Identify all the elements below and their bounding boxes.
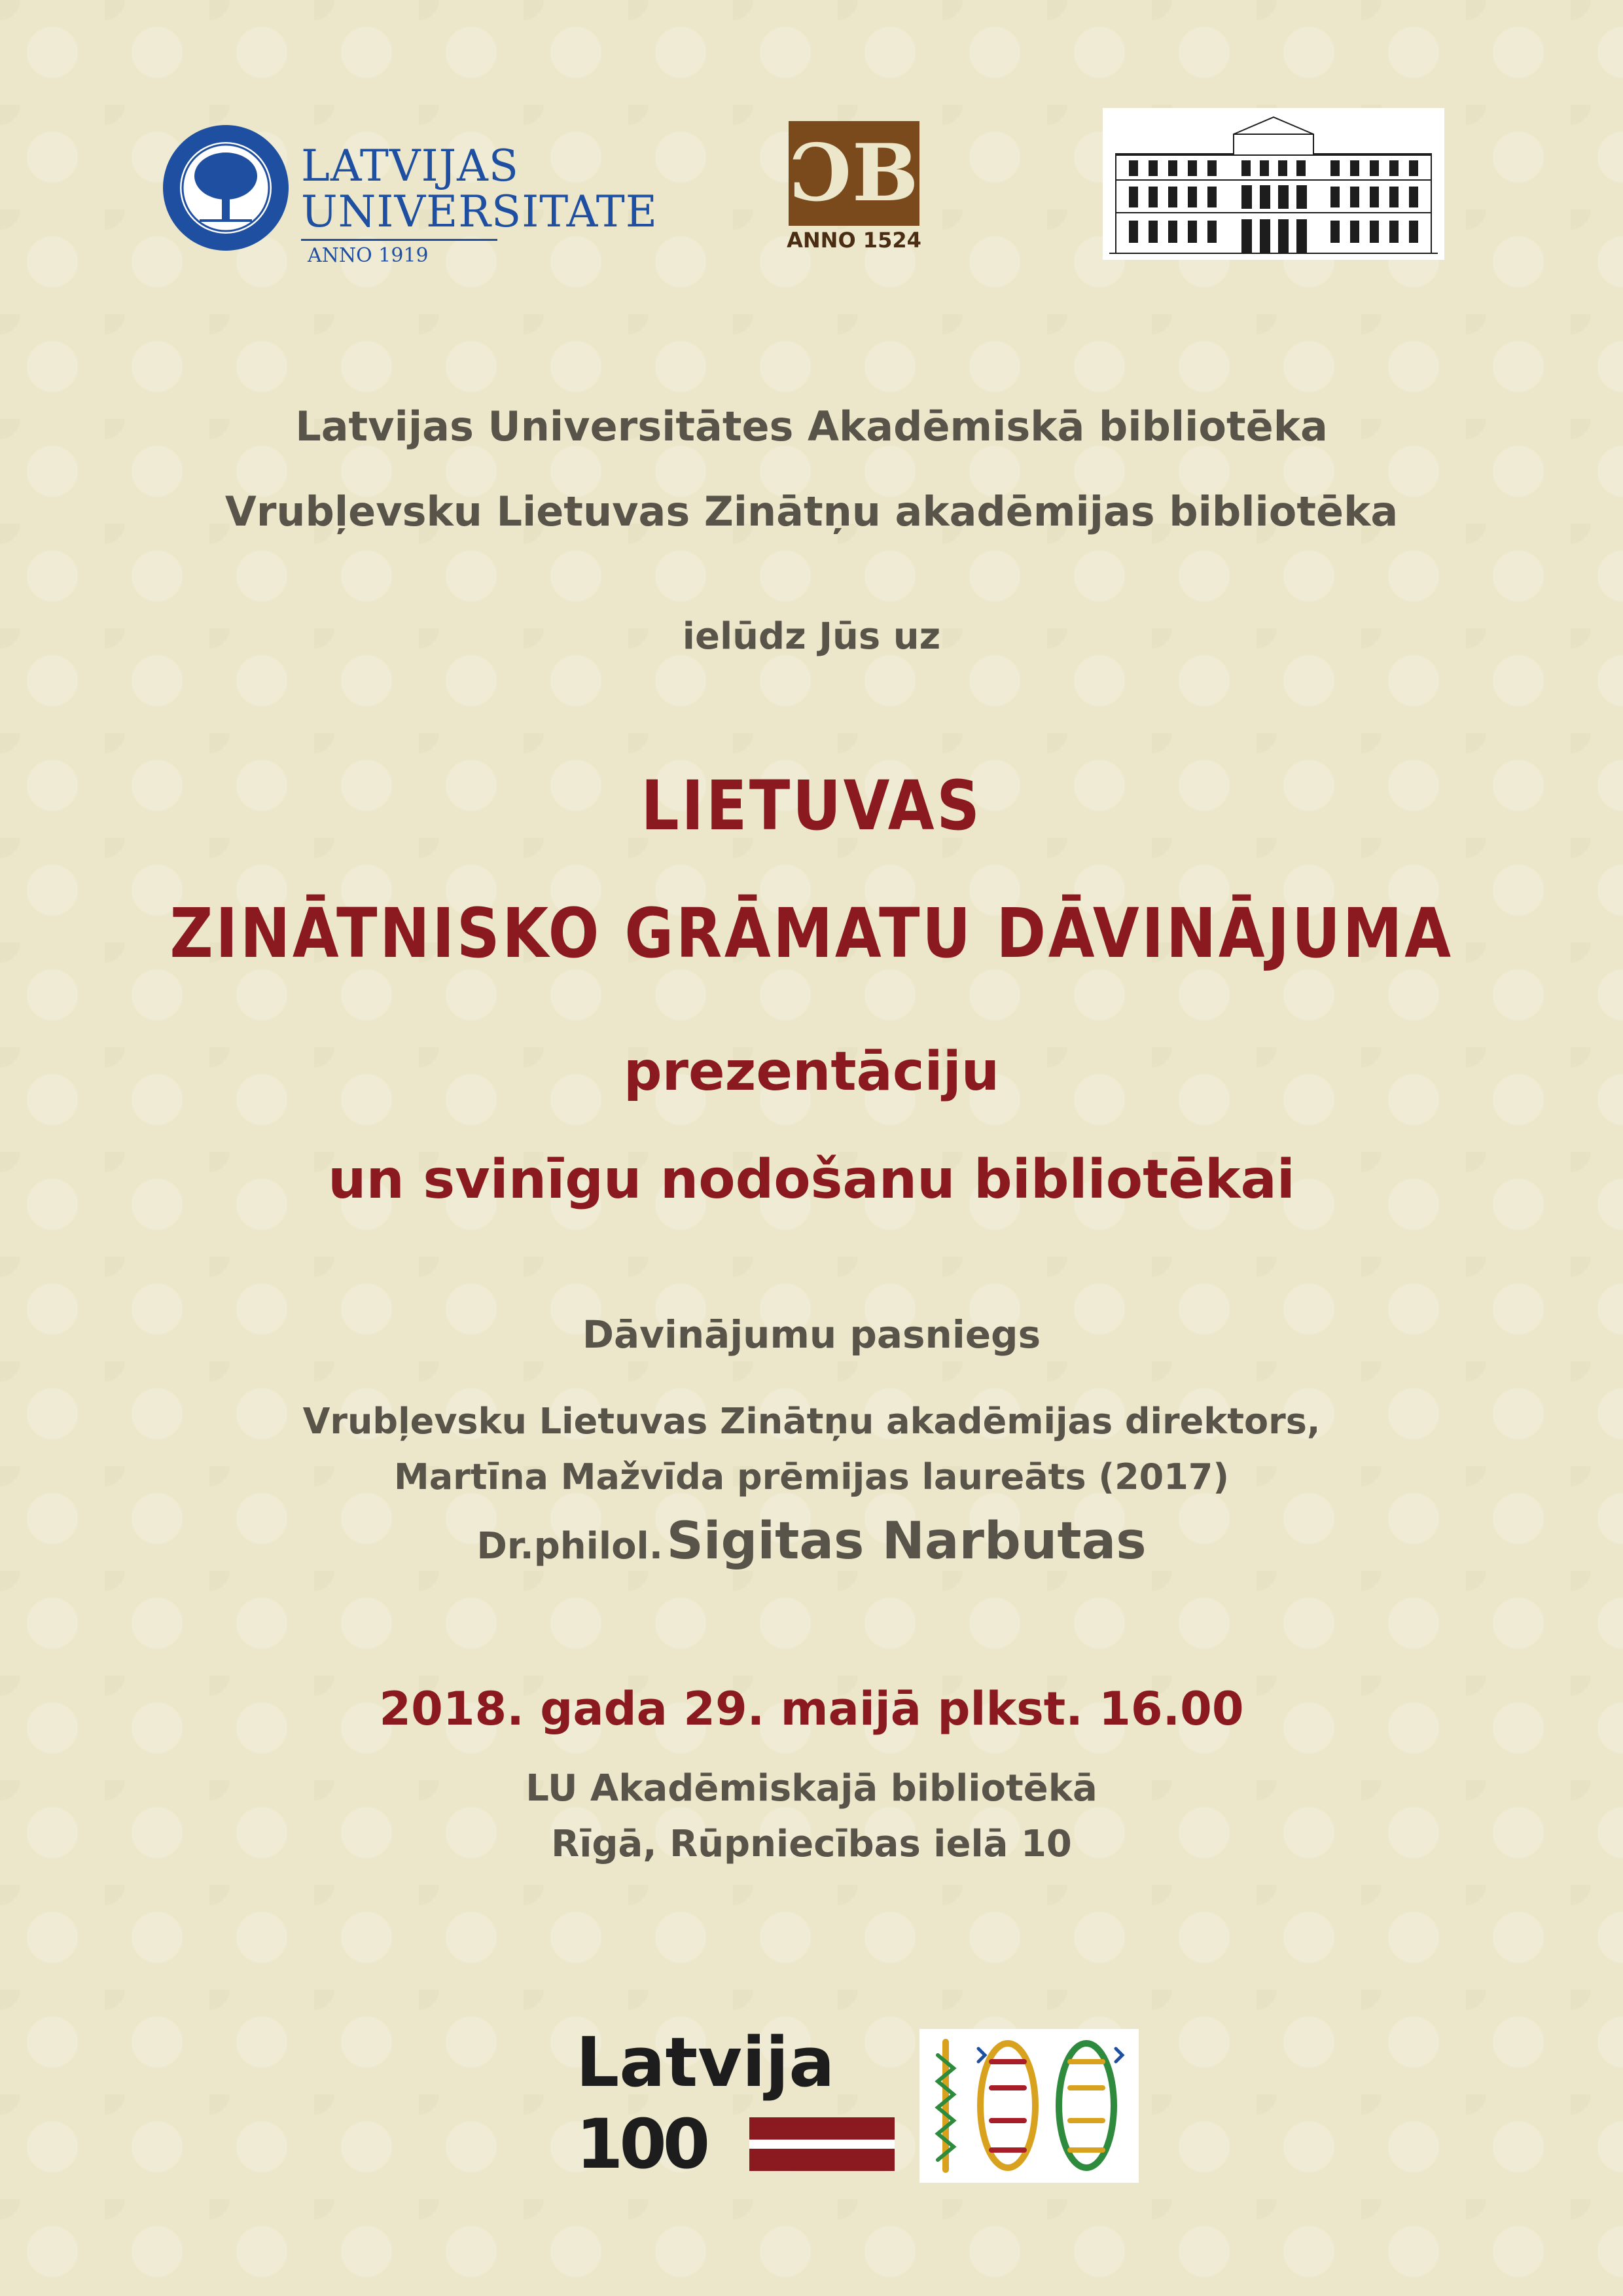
- university-divider: [301, 239, 497, 241]
- event-subtitle-line1: prezentāciju: [623, 1041, 1000, 1103]
- woven-pattern-100-graphic: [919, 2029, 1139, 2183]
- invite-line: ielūdz Jūs uz: [682, 615, 941, 658]
- event-date-time: 2018. gada 29. maijā plkst. 16.00: [379, 1682, 1244, 1736]
- presenter-name: Sigitas Narbutas: [666, 1512, 1147, 1571]
- event-subtitle-line2: un svinīgu nodošanu bibliotēkai: [328, 1149, 1295, 1211]
- latvija-100-logo: [576, 2022, 1139, 2186]
- flag-stripe-top: [749, 2117, 895, 2140]
- venue-line1: LU Akadēmiskajā bibliotēkā: [526, 1767, 1097, 1810]
- venue-line2: Rīgā, Rūpniecības ielā 10: [551, 1823, 1072, 1865]
- presenter-role-line1: Vrubļevsku Lietuvas Zinātņu akadēmijas direktors,: [302, 1401, 1321, 1442]
- latvijas-universitate-logo: [160, 115, 658, 272]
- library-building-logo: [1103, 108, 1444, 260]
- flag-stripe-bottom: [749, 2149, 895, 2171]
- event-title-line1: LIETUVAS: [641, 766, 982, 846]
- presenter-name-line: [0, 1512, 1623, 1571]
- university-name-line1: LATVIJAS: [301, 141, 519, 191]
- university-anno: ANNO 1919: [308, 244, 429, 267]
- university-name-line2: UNIVERSITATE: [301, 187, 658, 237]
- organizer-lithuanian-library: Vrubļevsku Lietuvas Zinātņu akadēmijas bibliotēka: [224, 488, 1399, 535]
- woven-pattern-icon: [919, 2029, 1139, 2183]
- presenter-role-line2: Martīna Mažvīda prēmijas laureāts (2017): [393, 1456, 1230, 1498]
- centenary-number: 100: [576, 2104, 707, 2184]
- presenter-heading: Dāvinājumu pasniegs: [582, 1312, 1041, 1357]
- event-title-line2: ZINĀTNISKO GRĀMATU DĀVINĀJUMA: [169, 893, 1454, 973]
- centenary-word: Latvija: [576, 2022, 835, 2102]
- monogram-anno: ANNO 1524: [787, 228, 921, 253]
- university-seal-icon: [160, 122, 291, 253]
- monogram-letters: ƆB: [789, 127, 919, 219]
- building-icon: [1103, 108, 1444, 260]
- academic-library-monogram-logo: [785, 121, 923, 259]
- presenter-title-prefix: Dr.philol.: [476, 1525, 664, 1568]
- flag-stripe-middle: [749, 2140, 895, 2149]
- organizer-academic-library: Latvijas Universitātes Akadēmiskā bibliotēka: [295, 403, 1328, 450]
